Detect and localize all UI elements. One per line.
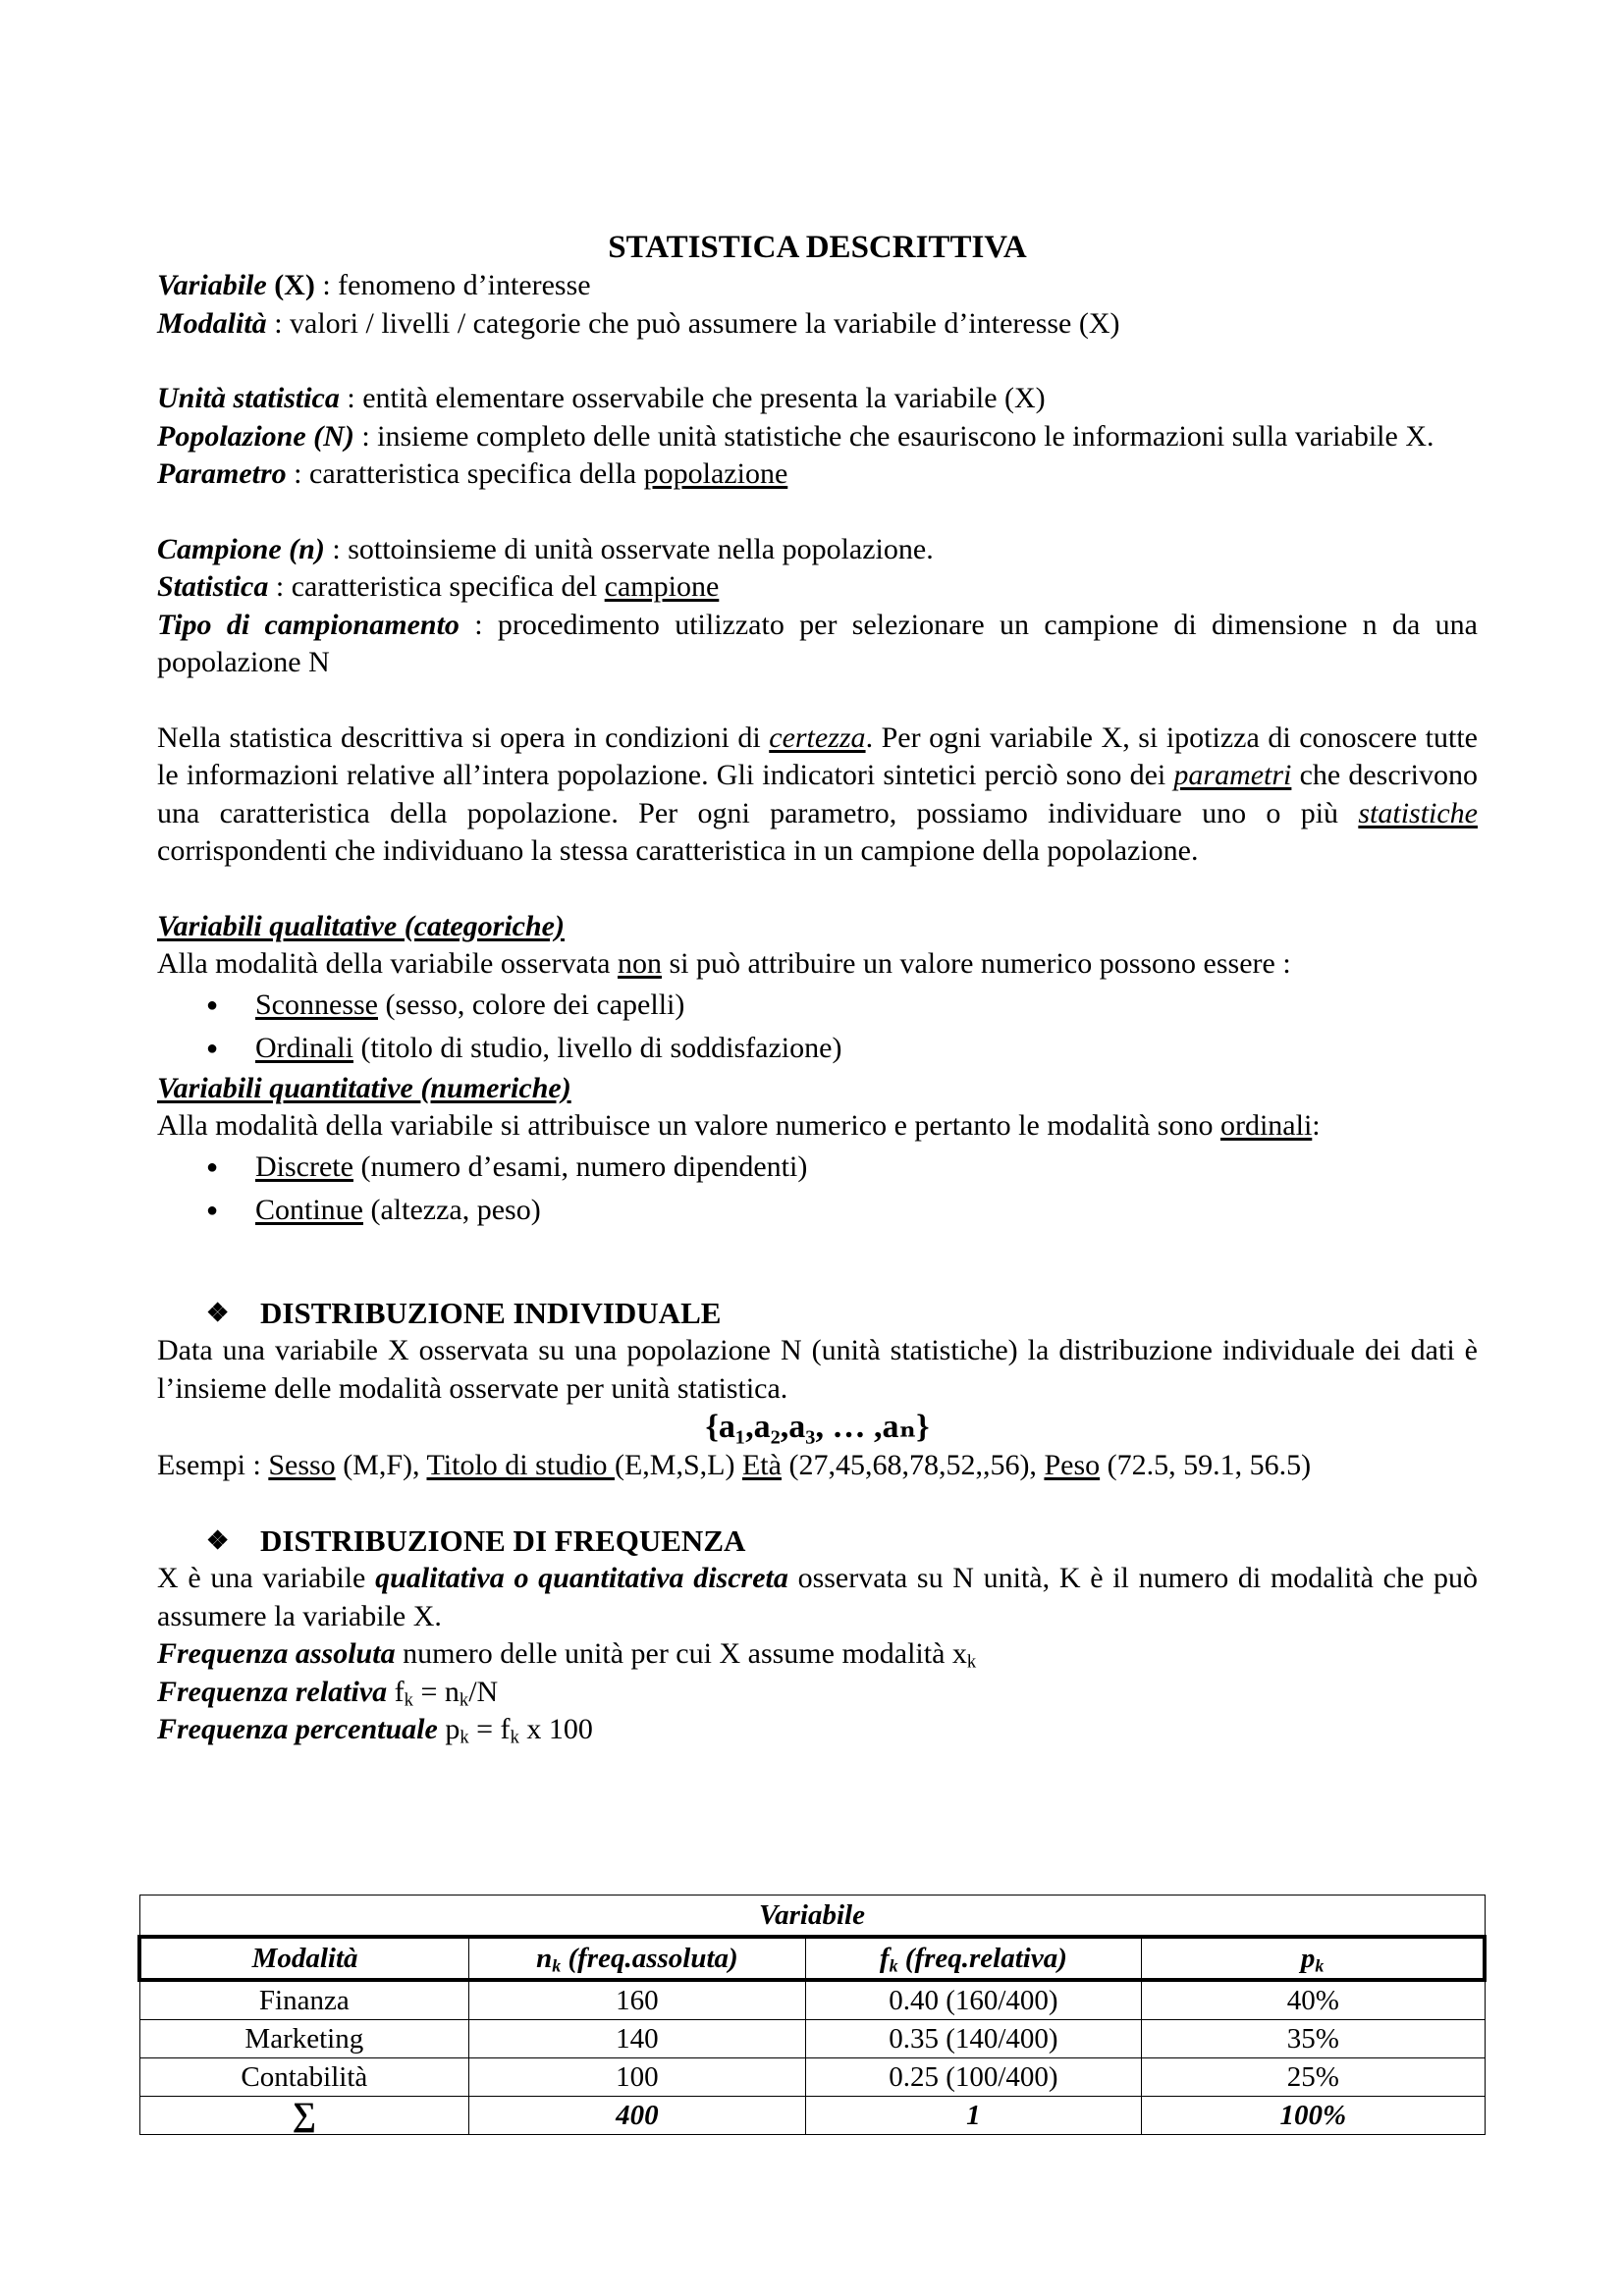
table-row: [139, 1980, 1485, 2020]
frequency-table: [137, 1895, 1487, 2135]
intro-paragraph: [157, 720, 1478, 871]
item-term: Ordinali: [255, 1031, 353, 1064]
diamond-bullet-icon: ❖: [206, 1525, 230, 1555]
def-modalita: [157, 305, 1478, 344]
cell-f: 0.35 (140/400): [805, 2020, 1142, 2058]
text: (27,45,68,78,52,,56),: [781, 1449, 1045, 1481]
individuale-text: Data una variabile X osservata su una popolazione N (unità statistiche) la distribuzione individuale dei dati è l’insieme delle modalità osservate per unità statistica.: [157, 1334, 1478, 1405]
quantitative-text: [157, 1107, 1478, 1146]
qualitative-text: [157, 945, 1478, 984]
emphasis-statistiche: statistiche: [1358, 796, 1478, 829]
text: (M,F),: [335, 1449, 427, 1481]
text: X è una variabile: [157, 1562, 376, 1594]
underlined-word: campione: [604, 570, 720, 603]
header-symbol: f: [879, 1942, 890, 1974]
underlined-word: ordinali: [1219, 1109, 1313, 1142]
subscript: k: [1315, 1954, 1325, 1975]
def-statistica: [157, 568, 1478, 607]
subscript: k: [404, 1689, 413, 1711]
term-popolazione: Popolazione (N): [157, 419, 354, 453]
text: Esempi :: [157, 1449, 269, 1481]
header-modalita: Modalità: [139, 1937, 469, 1980]
list-item: [206, 1146, 1478, 1189]
def-text: : sottoinsieme di unità osservate nella popolazione.: [324, 532, 934, 565]
table-caption: Variabile: [139, 1896, 1485, 1938]
def-text: : caratteristica specifica della: [286, 457, 644, 490]
underlined-word: Titolo di studio: [426, 1449, 615, 1481]
term-modalita: Modalità: [157, 306, 267, 340]
text: Alla modalità della variabile osservata: [157, 947, 618, 980]
cell-modalita: Marketing: [139, 2020, 469, 2058]
header-percentuale: [1142, 1937, 1485, 1980]
subscript: k: [459, 1689, 469, 1711]
term-variabile: Variabile: [157, 269, 267, 301]
cell-f: 0.40 (160/400): [805, 1980, 1142, 2020]
term-parametro: Parametro: [157, 457, 287, 490]
def-text: = f: [468, 1713, 511, 1745]
cell-total-p: 100%: [1142, 2097, 1485, 2135]
table-header-row: [139, 1937, 1485, 1980]
underlined-word: Peso: [1044, 1449, 1101, 1481]
def-text: = n: [412, 1675, 460, 1708]
cell-modalita: Finanza: [139, 1980, 469, 2020]
cell-p: 35%: [1142, 2020, 1485, 2058]
term-frequenza-percentuale: Frequenza percentuale: [157, 1713, 438, 1745]
header-symbol: p: [1300, 1942, 1316, 1974]
item-text: (altezza, peso): [363, 1193, 541, 1226]
def-tipo-campionamento: [157, 607, 1478, 682]
cell-n: 140: [469, 2020, 806, 2058]
item-term: Discrete: [255, 1149, 353, 1183]
item-term: Sconnesse: [255, 988, 378, 1021]
text: si può attribuire un valore numerico possono essere :: [661, 947, 1291, 980]
def-frequenza-percentuale: [157, 1711, 1478, 1749]
def-frequenza-relativa: [157, 1674, 1478, 1712]
def-text: /N: [468, 1675, 499, 1708]
intro-text: che descrivono una caratteristica della popolazione. Per ogni parametro, possiamo individuare uno o più: [157, 759, 1478, 829]
diamond-bullet-icon: ❖: [206, 1298, 230, 1327]
text: (E,M,S,L): [614, 1449, 742, 1481]
def-unita: [157, 380, 1478, 418]
header-label: (freq.assoluta): [561, 1942, 738, 1974]
underlined-word: non: [617, 947, 662, 980]
emphasis: qualitativa o quantitativa discreta: [375, 1562, 788, 1594]
term-tipo-campionamento: Tipo di campionamento: [157, 608, 460, 641]
item-text: (titolo di studio, livello di soddisfazione): [352, 1031, 842, 1064]
underlined-word: popolazione: [643, 457, 788, 490]
subscript: k: [460, 1727, 469, 1748]
term-statistica: Statistica: [157, 570, 269, 603]
list-item: [206, 1189, 1478, 1232]
def-text: : procedimento utilizzato per selezionare un campione di dimensione n da una popolazione N: [157, 608, 1478, 678]
def-text: x 100: [518, 1713, 593, 1745]
def-text: : caratteristica specifica del: [268, 570, 605, 603]
table-row: [139, 2020, 1485, 2058]
heading-label: DISTRIBUZIONE INDIVIDUALE: [260, 1295, 722, 1330]
header-symbol: n: [536, 1942, 553, 1974]
cell-p: 25%: [1142, 2058, 1485, 2097]
def-text: p: [437, 1713, 460, 1745]
subscript: k: [889, 1954, 898, 1975]
cell-sum-symbol: [139, 2097, 469, 2135]
item-term: Continue: [255, 1193, 363, 1226]
subscript: k: [966, 1651, 977, 1673]
frequenza-text: [157, 1560, 1478, 1635]
cell-total-f: 1: [805, 2097, 1142, 2135]
list-item: [206, 1027, 1478, 1070]
intro-text: corrispondenti che individuano la stessa caratteristica in un campione della popolazione.: [157, 834, 1199, 867]
list-item: [206, 984, 1478, 1027]
underlined-word: Sesso: [268, 1449, 336, 1481]
header-freq-relativa: [805, 1937, 1142, 1980]
emphasis-certezza: certezza: [769, 721, 866, 754]
cell-f: 0.25 (100/400): [805, 2058, 1142, 2097]
term-unita: Unità statistica: [157, 382, 340, 414]
sum-icon: ∑: [292, 2097, 316, 2133]
def-frequenza-assoluta: [157, 1635, 1478, 1674]
def-text: : valori / livelli / categorie che può assumere la variabile d’interesse (X): [266, 306, 1120, 340]
def-popolazione: [157, 418, 1478, 456]
term-frequenza-assoluta: Frequenza assoluta: [157, 1637, 396, 1670]
cell-n: 160: [469, 1980, 806, 2020]
heading-distribuzione-frequenza: [157, 1522, 1478, 1561]
table-total-row: [139, 2097, 1485, 2135]
item-text: (numero d’esami, numero dipendenti): [352, 1149, 808, 1183]
def-text: f: [387, 1675, 405, 1708]
document-page: [157, 228, 1478, 1749]
heading-label: DISTRIBUZIONE DI FREQUENZA: [260, 1522, 746, 1558]
def-variabile: [157, 267, 1478, 305]
underlined-word: Età: [741, 1449, 782, 1481]
individuale-formula: {a₁,a₂,a₃, … ,aₙ}: [705, 1409, 930, 1445]
term-variabile-x: (X): [274, 269, 315, 301]
subscript: k: [552, 1954, 562, 1975]
def-parametro: [157, 455, 1478, 494]
text: (72.5, 59.1, 56.5): [1100, 1449, 1312, 1481]
heading-qualitative: Variabili qualitative (categoriche): [157, 909, 565, 942]
emphasis-parametri: parametri: [1173, 759, 1292, 791]
term-frequenza-relativa: Frequenza relativa: [157, 1675, 388, 1708]
qualitative-list: [157, 984, 1478, 1070]
subscript: k: [510, 1727, 519, 1748]
text: osservata su N unità, K è il numero di modalità che può assumere la variabile X.: [157, 1562, 1478, 1632]
cell-total-n: 400: [469, 2097, 806, 2135]
def-text: : entità elementare osservabile che presenta la variabile (X): [339, 382, 1046, 414]
intro-text: . Per ogni variabile X, si ipotizza di conoscere tutte le informazioni relative all’intera popolazione. Gli indicatori sintetici perciò sono dei: [157, 721, 1479, 791]
def-campione: [157, 531, 1478, 569]
cell-p: 40%: [1142, 1980, 1485, 2020]
header-label: (freq.relativa): [897, 1942, 1067, 1974]
intro-text: Nella statistica descrittiva si opera in condizioni di: [157, 721, 770, 754]
individuale-esempi: [157, 1447, 1478, 1485]
page-title: STATISTICA DESCRITTIVA: [608, 230, 1027, 265]
def-text: numero delle unità per cui X assume modalità x: [395, 1637, 967, 1670]
header-freq-assoluta: [469, 1937, 806, 1980]
heading-quantitative: Variabili quantitative (numeriche): [157, 1071, 571, 1104]
cell-n: 100: [469, 2058, 806, 2097]
quantitative-list: [157, 1146, 1478, 1232]
table-row: [139, 2058, 1485, 2097]
item-text: (sesso, colore dei capelli): [377, 988, 685, 1021]
def-text: : fenomeno d’interesse: [314, 269, 591, 301]
text: Alla modalità della variabile si attribuisce un valore numerico e pertanto le modalità sono: [157, 1109, 1220, 1142]
def-text: : insieme completo delle unità statistiche che esauriscono le informazioni sulla variabile X.: [353, 419, 1434, 453]
text: :: [1312, 1109, 1321, 1142]
cell-modalita: Contabilità: [139, 2058, 469, 2097]
term-campione: Campione (n): [157, 532, 325, 565]
heading-distribuzione-individuale: [157, 1295, 1478, 1333]
